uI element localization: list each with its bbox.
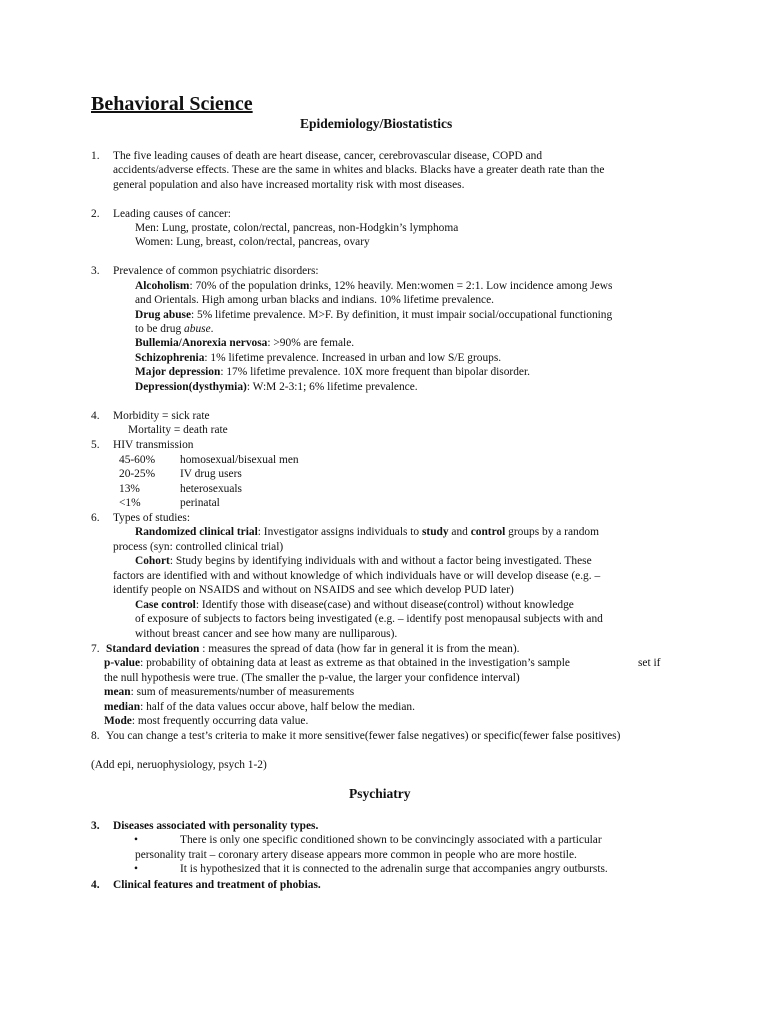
item-number: 5. [91,439,100,451]
item-number: 8. [91,730,100,742]
item6-cohort-line3: identify people on NSAIDS and without on NSAIDS and see which develop PUD later) [113,584,514,596]
term-label: median [104,701,141,713]
hiv-group: IV drug users [180,468,242,480]
item6-cohort: Cohort: Study begins by identifying individuals with and without a factor being investigated. These [135,555,592,567]
item6-line1: Types of studies: [113,512,191,524]
term-label: Bullemia/Anorexia nervosa [135,337,268,349]
item-number: 3. [91,820,100,832]
item7-mode: Mode: most frequently occurring data value. [104,715,309,727]
psych-item3-bullet2-line1: It is hypothesized that it is connected to the adrenalin surge that accompanies angry outbursts. [180,863,608,875]
item7-p-value: p-value: probability of obtaining data at least as extreme as that obtained in the investigation’s sample [104,657,570,669]
item6-rct: Randomized clinical trial: Investigator assigns individuals to study and control groups by a random [135,526,599,538]
hiv-group: homosexual/bisexual men [180,454,299,466]
item3-drug-abuse-line2: to be drug abuse. [135,323,214,335]
term-label: Standard deviation [106,643,200,655]
hiv-pct: 45-60% [119,454,156,466]
item1-line3: general population and also have increased mortality risk with most diseases. [113,179,465,191]
psych-item4-heading: Clinical features and treatment of phobias. [113,879,321,891]
item6-rct-line2: process (syn: controlled clinical trial) [113,541,284,553]
item7-p-value-line2: the null hypothesis were true. (The smaller the p-value, the larger your confidence interval) [104,672,520,684]
item5-line1: HIV transmission [113,439,194,451]
term-label: Major depression [135,366,221,378]
item3-dysthymia: Depression(dysthymia): W:M 2-3:1; 6% lifetime prevalence. [135,381,418,393]
note-text: (Add epi, neruophysiology, psych 1-2) [91,759,267,771]
hiv-pct: <1% [119,497,141,509]
item3-schizophrenia: Schizophrenia: 1% lifetime prevalence. Increased in urban and low S/E groups. [135,352,502,364]
item3-alcoholism-line2: and Orientals. High among urban blacks and indians. 10% lifetime prevalence. [135,294,495,306]
term-label: Alcoholism [135,280,190,292]
hiv-group: perinatal [180,497,220,509]
hiv-pct: 20-25% [119,468,156,480]
item-number: 2. [91,208,100,220]
item6-case-control-line2: of exposure of subjects to factors being investigated (e.g. – identify post menopausal subjects with and [135,613,603,625]
item8-line1: You can change a test’s criteria to make it more sensitive(fewer false negatives) or specific(fewer false positives) [106,730,621,742]
term-label: p-value [104,657,141,669]
psych-item3-heading: Diseases associated with personality types. [113,820,319,832]
item1-line1: The five leading causes of death are heart disease, cancer, cerebrovascular disease, COPD and [113,150,543,162]
term-label: Case control [135,599,196,611]
psych-item3-bullet1-line1: There is only one specific conditioned shown to be convincingly associated with a particular [180,834,602,846]
hiv-group: heterosexuals [180,483,242,495]
item-number: 6. [91,512,100,524]
item7-median: median: half of the data values occur above, half below the median. [104,701,415,713]
term-label: Mode [104,715,132,727]
term-label: Drug abuse [135,309,192,321]
item-number: 1. [91,150,100,162]
item-number: 4. [91,410,100,422]
item6-cohort-line2: factors are identified with and without knowledge of which individuals have or will develop disease (e.g. – [113,570,601,582]
item3-alcoholism: Alcoholism: 70% of the population drinks, 12% heavily. Men:women = 2:1. Low incidence among Jews [135,280,613,292]
item7-mean: mean: sum of measurements/number of measurements [104,686,355,698]
section-heading-epidemiology: Epidemiology/Biostatistics [300,116,453,131]
item3-bulimia: Bullemia/Anorexia nervosa: >90% are female. [135,337,355,349]
item6-case-control: Case control: Identify those with disease(case) and without disease(control) without knowledge [135,599,574,611]
item7-p-value-tail: set if [638,657,661,669]
term-label: Cohort [135,555,170,567]
item3-drug-abuse: Drug abuse: 5% lifetime prevalence. M>F. By definition, it must impair social/occupational functioning [135,309,613,321]
item1-line2: accidents/adverse effects. These are the same in whites and blacks. Blacks have a greater death rate than the [113,164,605,176]
hiv-pct: 13% [119,483,140,495]
item-number: 3. [91,265,100,277]
bullet-icon: • [134,863,138,875]
term-label: Randomized clinical trial [135,526,258,538]
term-label: Schizophrenia [135,352,205,364]
term-label: Depression(dysthymia) [135,381,247,393]
section-heading-psychiatry: Psychiatry [349,786,411,801]
item6-case-control-line3: without breast cancer and see how many are nulliparous). [135,628,398,640]
page-title: Behavioral Science [91,93,253,115]
item2-women: Women: Lung, breast, colon/rectal, pancreas, ovary [135,236,370,248]
psych-item3-bullet1-line2: personality trait – coronary artery disease appears more common in people who are more hostile. [135,849,577,861]
item4-line2: Mortality = death rate [128,424,228,436]
item-number: 4. [91,879,100,891]
item2-men: Men: Lung, prostate, colon/rectal, pancreas, non-Hodgkin’s lymphoma [135,222,459,234]
item4-line1: Morbidity = sick rate [113,410,210,422]
item7-std-dev: Standard deviation : measures the spread of data (how far in general it is from the mean). [106,643,520,655]
item2-line1: Leading causes of cancer: [113,208,231,220]
item-number: 7. [91,643,100,655]
item3-major-depression: Major depression: 17% lifetime prevalence. 10X more frequent than bipolar disorder. [135,366,530,378]
bullet-icon: • [134,834,138,846]
term-label: mean [104,686,131,698]
item3-line1: Prevalence of common psychiatric disorders: [113,265,319,277]
